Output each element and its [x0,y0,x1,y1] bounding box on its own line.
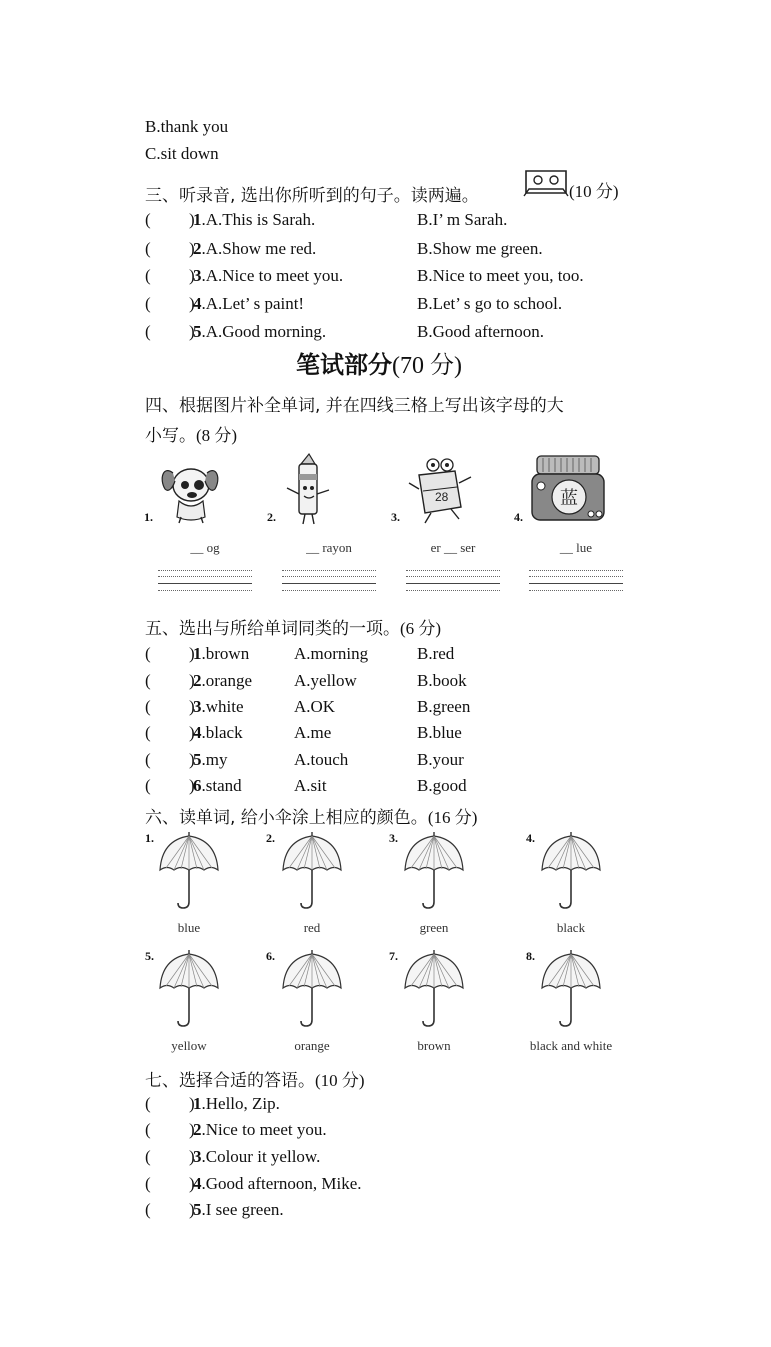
question-number: 1 [193,644,202,663]
s7-q1-paren-close: ) [189,1094,195,1113]
umbrella-number: 4. [526,831,535,845]
given-word: .white [201,697,244,716]
s7-question [193,1200,284,1220]
ink-label: 蓝 [560,488,578,509]
s3-q5-paren-close: ) [189,322,195,341]
question-number: 4 [193,294,202,313]
option-a: A.morning [294,644,369,663]
question-number: 5 [193,1200,202,1219]
s7-question [193,1094,280,1114]
written-title-score: (70 分) [392,353,462,379]
option-b: B.red [417,644,455,663]
s5-q1-paren-close: ) [189,644,195,663]
option-b: B.I’ m Sarah. [417,210,508,229]
s3-q2-answer-blank[interactable] [152,239,192,259]
s3-q3-paren-open: ( [145,266,151,285]
picture-number-3: 3. [391,510,400,524]
question-number: 3 [193,697,202,716]
umbrella-number: 3. [389,831,398,845]
option-c-line: C.sit down [145,144,219,163]
question-number: 4 [193,723,202,742]
s7-q5-paren-close: ) [189,1200,195,1219]
s5-q5-paren-open: ( [145,750,151,769]
option-a: .A.Show me red. [201,239,317,258]
s5-q3-paren-open: ( [145,697,151,716]
umbrella-picture[interactable] [156,832,222,912]
section3-heading [145,181,479,206]
s3-question [193,322,326,342]
option-a: .A.Good morning. [201,322,327,341]
grid-line [282,583,376,584]
s7-q1-paren-open: ( [145,1094,151,1113]
option-a: A.yellow [294,671,357,690]
section3-score: (10 分) [569,182,619,201]
s3-q3-paren-close: ) [189,266,195,285]
word-blank: __ rayon [306,540,352,555]
section7-heading-text: 七、选择合适的答语。 [145,1071,315,1091]
question-number: 2 [193,239,202,258]
option-b-line: B.thank you [145,117,229,136]
grid-line [158,576,252,577]
picture-number-2: 2. [267,510,276,524]
question-number: 4 [193,1174,202,1193]
section3-heading-text: 三、听录音, 选出你所听到的句子。读两遍。 [145,186,479,206]
s5-q2-answer-blank[interactable] [152,671,192,691]
s3-q5-answer-blank[interactable] [152,322,192,342]
option-a: A.OK [294,697,336,716]
umbrella-picture[interactable] [538,832,604,912]
s3-q1-paren-open: ( [145,210,151,229]
umbrella-picture[interactable] [538,950,604,1030]
s7-q1-answer-blank[interactable] [152,1094,192,1114]
umbrella-colour-label: orange [294,1038,330,1053]
s3-q3-answer-blank[interactable] [152,266,192,286]
question-number: 5 [193,322,202,341]
s5-q4-answer-blank[interactable] [152,723,192,743]
grid-line [158,590,252,591]
option-b: B.blue [417,723,462,742]
s5-question [193,723,243,743]
section5-score: (6 分) [400,619,442,638]
s5-question [193,671,252,691]
rubber-picture [407,453,477,525]
question-number: 1 [193,1094,202,1113]
umbrella-picture[interactable] [279,832,345,912]
grid-line [529,576,623,577]
question-text: .I see green. [201,1200,284,1219]
umbrella-picture[interactable] [401,832,467,912]
s7-q2-paren-open: ( [145,1120,151,1139]
s5-q2-paren-close: ) [189,671,195,690]
option-b: B.Nice to meet you, too. [417,266,584,285]
s5-q1-paren-open: ( [145,644,151,663]
option-b: B.Good afternoon. [417,322,545,341]
s7-q2-paren-close: ) [189,1120,195,1139]
option-b: B.good [417,776,467,795]
cassette-icon [523,168,569,198]
option-a: A.sit [294,776,327,795]
s5-question [193,750,227,770]
grid-line [282,576,376,577]
umbrella-picture[interactable] [156,950,222,1030]
written-title-text: 笔试部分 [296,351,392,379]
umbrella-number: 7. [389,949,398,963]
grid-line [529,570,623,571]
question-number: 3 [193,266,202,285]
umbrella-number: 2. [266,831,275,845]
section4-heading-line1: 四、根据图片补全单词, 并在四线三格上写出该字母的大 [145,396,564,416]
option-a: .A.This is Sarah. [201,210,316,229]
four-line-grid[interactable] [529,570,623,592]
picture-number-4: 4. [514,510,523,524]
s7-question [193,1147,320,1167]
s3-q4-paren-open: ( [145,294,151,313]
question-text: .Hello, Zip. [201,1094,280,1113]
grid-line [158,570,252,571]
s5-question [193,697,244,717]
grid-line [529,583,623,584]
section4-heading-line2 [145,421,237,446]
section5-heading [145,614,441,639]
s5-q6-paren-open: ( [145,776,151,795]
section5-heading-text: 五、选出与所给单词同类的一项。 [145,619,400,639]
s3-q5-paren-open: ( [145,322,151,341]
grid-line [282,570,376,571]
dog-picture [155,455,225,525]
umbrella-colour-label: brown [417,1038,451,1053]
question-text: .Nice to meet you. [201,1120,327,1139]
s5-question [193,644,249,664]
s5-q4-paren-open: ( [145,723,151,742]
word-blank: er __ ser [430,540,476,555]
umbrella-number: 8. [526,949,535,963]
s5-q6-answer-blank[interactable] [152,776,192,796]
s7-q3-paren-close: ) [189,1147,195,1166]
umbrella-colour-label: black and white [529,1038,613,1053]
s5-q2-paren-open: ( [145,671,151,690]
four-line-grid[interactable] [282,570,376,592]
section6-heading [145,803,477,828]
word-blank: __ lue [559,540,593,555]
umbrella-colour-label: yellow [171,1038,207,1053]
four-line-grid[interactable] [158,570,252,592]
s5-q5-answer-blank[interactable] [152,750,192,770]
s5-question [193,776,242,796]
question-text: .Good afternoon, Mike. [201,1174,362,1193]
s3-q1-paren-close: ) [189,210,195,229]
umbrella-picture[interactable] [401,950,467,1030]
s3-question [193,239,316,259]
s3-question [193,294,304,314]
section4-score: (8 分) [196,426,238,445]
section6-heading-text: 六、读单词, 给小伞涂上相应的颜色。 [145,808,428,828]
umbrella-colour-label: green [419,920,449,935]
umbrella-colour-label: blue [177,920,201,935]
s7-q5-paren-open: ( [145,1200,151,1219]
s3-q4-paren-close: ) [189,294,195,313]
s5-q3-answer-blank[interactable] [152,697,192,717]
s3-question [193,210,315,230]
grid-line [406,590,500,591]
umbrella-number: 6. [266,949,275,963]
given-word: .brown [201,644,250,663]
umbrella-colour-label: black [556,920,586,935]
grid-line [282,590,376,591]
question-number: 2 [193,671,202,690]
option-b: B.green [417,697,471,716]
grid-line [406,570,500,571]
grid-line [406,576,500,577]
s7-q2-answer-blank[interactable] [152,1120,192,1140]
word-blank: __ og [190,540,220,555]
s7-q3-paren-open: ( [145,1147,151,1166]
s3-q4-answer-blank[interactable] [152,294,192,314]
option-a: .A.Let’ s paint! [201,294,305,313]
question-number: 3 [193,1147,202,1166]
s5-q3-paren-close: ) [189,697,195,716]
ink-bottle-picture [529,452,607,524]
given-word: .orange [201,671,253,690]
picture-number-1: 1. [144,510,153,524]
question-number: 6 [193,776,202,795]
s5-q6-paren-close: ) [189,776,195,795]
s5-q4-paren-close: ) [189,723,195,742]
s7-question [193,1120,327,1140]
option-a: A.touch [294,750,349,769]
s5-q5-paren-close: ) [189,750,195,769]
section4-heading-line2-text: 小写。 [145,426,196,446]
option-b: B.Let’ s go to school. [417,294,563,313]
umbrella-colour-label: red [303,920,321,935]
s3-q2-paren-close: ) [189,239,195,258]
option-b: B.your [417,750,464,769]
s7-q5-answer-blank[interactable] [152,1200,192,1220]
section7-heading [145,1066,365,1091]
s7-q4-paren-open: ( [145,1174,151,1193]
option-b: B.Show me green. [417,239,543,258]
section6-score: (16 分) [427,808,478,827]
given-word: .my [201,750,228,769]
option-a: .A.Nice to meet you. [201,266,344,285]
grid-line [406,583,500,584]
s5-q1-answer-blank[interactable] [152,644,192,664]
grid-line [158,583,252,584]
written-part-title [296,350,462,381]
s3-q1-answer-blank[interactable] [152,210,192,230]
question-number: 5 [193,750,202,769]
four-line-grid[interactable] [406,570,500,592]
s7-q4-answer-blank[interactable] [152,1174,192,1194]
umbrella-number: 1. [145,831,154,845]
grid-line [529,590,623,591]
s3-question [193,266,343,286]
question-number: 2 [193,1120,202,1139]
given-word: .black [201,723,243,742]
s7-q3-answer-blank[interactable] [152,1147,192,1167]
rubber-number: 28 [435,490,449,504]
given-word: .stand [201,776,242,795]
option-b: B.book [417,671,467,690]
umbrella-picture[interactable] [279,950,345,1030]
crayon-picture [283,452,333,527]
s3-q2-paren-open: ( [145,239,151,258]
question-number: 1 [193,210,202,229]
question-text: .Colour it yellow. [201,1147,321,1166]
umbrella-number: 5. [145,949,154,963]
s7-question [193,1174,362,1194]
s7-q4-paren-close: ) [189,1174,195,1193]
option-a: A.me [294,723,332,742]
section7-score: (10 分) [315,1071,365,1090]
